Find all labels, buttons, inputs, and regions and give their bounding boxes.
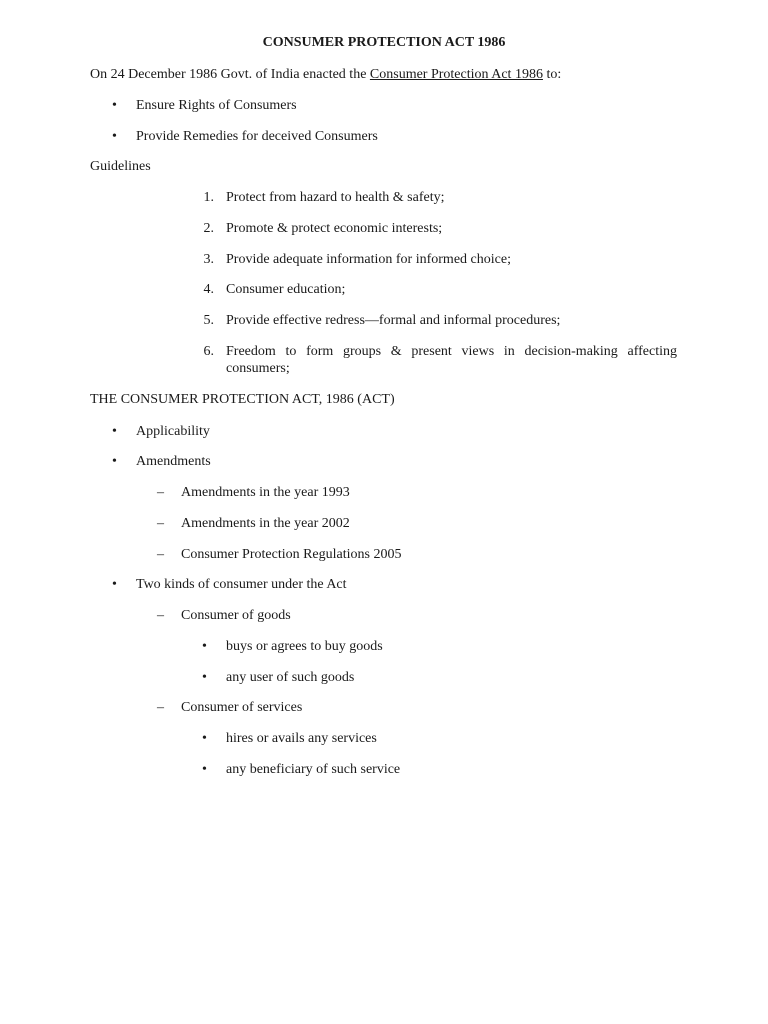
services-item: any beneficiary of such service <box>226 762 401 777</box>
act-point-applicability: Applicability <box>136 424 210 439</box>
guideline-item: Provide effective redress—formal and informal procedures; <box>226 313 561 328</box>
list-number: 2. <box>203 221 214 236</box>
act-point-amendments: Amendments <box>136 454 211 469</box>
amendment-item: Consumer Protection Regulations 2005 <box>181 547 402 562</box>
bullet-icon: • <box>112 577 117 592</box>
list-number: 5. <box>203 313 214 328</box>
act-point-kinds: Two kinds of consumer under the Act <box>136 577 347 592</box>
guideline-item: Consumer education; <box>226 282 346 297</box>
bullet-icon: • <box>112 454 117 469</box>
guideline-item: Promote & protect economic interests; <box>226 221 443 236</box>
list-number: 3. <box>203 252 214 267</box>
guideline-item: Protect from hazard to health & safety; <box>226 190 445 205</box>
act-heading: THE CONSUMER PROTECTION ACT, 1986 (ACT) <box>90 392 395 407</box>
consumer-of-services: Consumer of services <box>181 700 303 715</box>
dash-icon: – <box>157 700 164 715</box>
dash-icon: – <box>157 485 164 500</box>
amendment-item: Amendments in the year 2002 <box>181 516 350 531</box>
aim-item: Provide Remedies for deceived Consumers <box>136 129 378 144</box>
amendment-item: Amendments in the year 1993 <box>181 485 350 500</box>
document-title: CONSUMER PROTECTION ACT 1986 <box>262 35 506 50</box>
intro-text-before: On 24 December 1986 Govt. of India enacted the <box>90 67 370 82</box>
intro-text-after: to: <box>542 67 562 82</box>
list-number: 6. <box>203 344 214 359</box>
guideline-item: Freedom to form groups & present views in decision-making affecting consumers; <box>226 344 677 376</box>
services-item: hires or avails any services <box>226 731 377 746</box>
goods-item: any user of such goods <box>226 670 355 685</box>
bullet-icon: • <box>112 98 117 113</box>
bullet-icon: • <box>112 129 117 144</box>
dash-icon: – <box>157 516 164 531</box>
bullet-icon: • <box>202 639 207 654</box>
bullet-icon: • <box>202 731 207 746</box>
dash-icon: – <box>157 608 164 623</box>
list-number: 4. <box>203 282 214 297</box>
aim-item: Ensure Rights of Consumers <box>136 98 297 113</box>
bullet-icon: • <box>202 762 207 777</box>
guidelines-heading: Guidelines <box>90 159 151 174</box>
bullet-icon: • <box>202 670 207 685</box>
act-link-text: Consumer Protection Act 1986 <box>369 67 543 82</box>
dash-icon: – <box>157 547 164 562</box>
list-number: 1. <box>203 190 214 205</box>
intro-paragraph <box>90 66 561 84</box>
guideline-item: Provide adequate information for informed choice; <box>226 252 511 267</box>
bullet-icon: • <box>112 424 117 439</box>
goods-item: buys or agrees to buy goods <box>226 639 383 654</box>
consumer-of-goods: Consumer of goods <box>181 608 291 623</box>
